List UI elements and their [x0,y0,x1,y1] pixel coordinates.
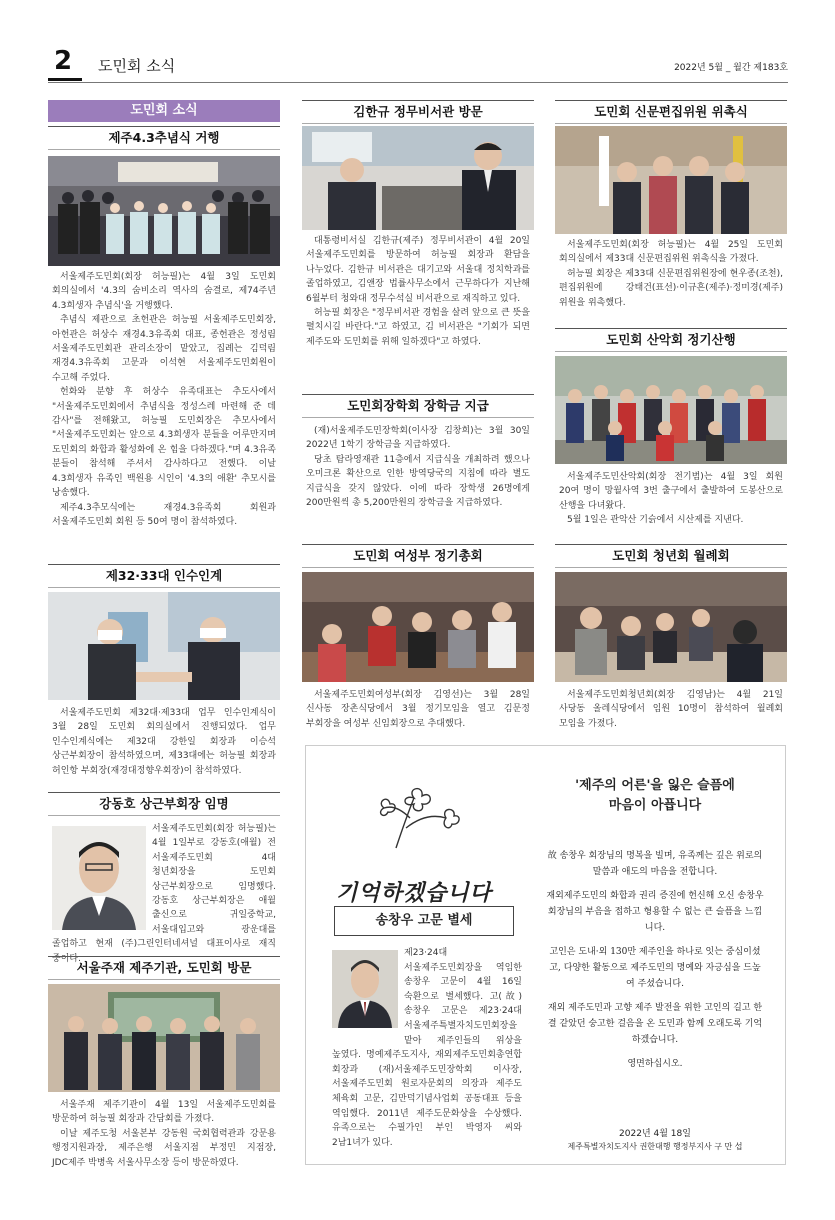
page-number: 2 [54,46,73,76]
secretary-visit-photo [302,126,534,230]
header-rule [48,82,788,83]
headline-line: 마음이 아픕니다 [608,798,702,813]
profile-photo [52,826,146,930]
womens-meeting-photo [302,572,534,682]
article-body [302,684,534,731]
calligraphy-text: 기억하겠습니다 [336,880,492,906]
article-body [302,420,534,510]
youth-meeting-photo [555,572,787,682]
article-body [48,818,280,966]
headline-line: '제주의 어른'을 잃은 슬픔에 [575,778,735,793]
paragraph: 서울제주도민회 제32대·제33대 업무 인수인계식이 3월 28일 도민회 회의실에서 진행되었다. 업무 인수인계식에는 제32대 강한일 회장과 이승석 상근부회장이 참석하였으며, 제33대에는 허능필 회장과 허인항 부회장(재경대정향우회장)이 참석하였다. [52,708,276,776]
article-heading: 도민회 청년회 월례회 [555,544,787,568]
paragraph: 5월 1일은 관악산 기슭에서 시산제를 지낸다. [567,515,744,526]
paragraph: 서울주재 제주기관이 4월 13일 서울제주도민회를 방문하여 허능필 회장과 간담회를 가졌다. [52,1100,276,1125]
obituary-body [332,946,522,1150]
memorial-ceremony-photo [48,156,280,266]
article-heading: 서울주재 제주기관, 도민회 방문 [48,956,280,980]
obituary-text: 제23·24대 서울제주도민회장을 역임한 송창우 고문이 4월 16일 숙환으로 별세했다. 고(故) 송창우 고문은 제23·24대 서울제주특별자치도민회장을 맡아 제주인들의 위상을 높였다. 명예제주도지사, 재외제주도민회총연합 회장과 (재)서울제주도민장학회 이사장, 서울제주도민회 원로자문회의 의장과 제주도 체육회 고문, 김만덕기념사업회 공동대표 등을 역임했다. 2011년 제주도문화상을 수상했다. 유족으로는 수필가인 부인 박영자 씨와 2남1녀가 있다. [332,948,522,1148]
section-title: 도민회 소식 [98,57,176,75]
article-body [302,230,534,349]
memorial-notice [305,745,786,1165]
paragraph: 허능필 회장은 "정무비서관 경험을 살려 앞으로 큰 뜻을 펼치시길 바란다."고 하였고, 김 비서관은 "기회가 되면 제주도와 도민회를 위해 일하겠다"고 하였다. [306,308,530,347]
article-body [48,1094,280,1170]
article-heading: 도민회 여성부 정기총회 [302,544,534,568]
article-body [48,266,280,529]
paragraph: 서울제주도민회청년회(회장 김영남)는 4월 21일 사당동 올레식당에서 임원 10명이 참석하여 월례회 모임을 가졌다. [559,690,783,729]
condolence-date: 2022년 4월 18일 [619,1129,691,1139]
paragraph: 서울제주도민회(회장 허능필)는 4월 1일부로 강동호(애월) 전 서울제주도민회 4대 청년회장을 도민회 상근부회장으로 임명했다. 강동호 상근부회장은 애월 출신으로 귀일중학교, 서울대입고와 광운대를 졸업하고 현재 (주)그린인터네셔널 대표이사로 재직 중이다. [52,824,276,964]
editorial-committee-photo [555,126,787,234]
message-paragraph: 고인은 도내·외 130만 제주인을 하나로 잇는 중심이셨고, 다양한 활동으로 제주도민의 명예와 자긍심을 드높여 주셨습니다. [549,947,761,989]
message-paragraph: 영면하십시오. [627,1059,683,1069]
paragraph: 제주4.3추모식에는 재경4.3유족회 회원과 서울제주도민회 회원 등 50여 명이 참석하였다. [52,502,276,527]
visit-photo [48,984,280,1092]
paragraph: (재)서울제주도민장학회(이사장 김창희)는 3월 30일 2022년 1학기 장학금을 지급하였다. [306,426,530,451]
issue-info: 2022년 5월 _ 월간 제183호 [674,63,788,73]
column-middle [302,100,534,729]
article-heading: 강동호 상근부회장 임명 [48,792,280,816]
article-heading: 도민회장학회 장학금 지급 [302,394,534,418]
paragraph: 이날 제주도청 서울본부 강동원 국회협력관과 강문용 행정지원과장, 제주은행 서울지점 부정민 지점장, JDC제주 박병욱 서울사무소장 등이 방문하였다. [52,1128,276,1168]
article-heading: 김한규 정무비서관 방문 [302,100,534,124]
article-body [555,234,787,310]
column-left [48,100,280,1168]
article-heading: 도민회 산악회 정기산행 [555,328,787,352]
paragraph: 헌화와 분향 후 허상수 유족대표는 추도사에서 "서울제주도민회에서 추념식을 정성스레 마련해 준 데 감사"를 전해왔고, 허능필 도민회장은 추모사에서 "서울제주도민회는 앞으로 4.3희생자 분들을 어루만지며 도민회의 화합과 활성화에 온 힘을 다하겠다."며 4.3유족 분들이 참석해 주셔서 감사하다고 전했다. 이날 4.3희생자 유족인 백원용 시인이 '4.3의 애환' 추모시를 낭송했다. [52,387,276,499]
condolence-signature: 제주특별자치도지사 권한대행 행정부지사 구 만 섭 [567,1142,743,1151]
section-banner: 도민회 소식 [48,100,280,122]
paragraph: 서울제주도민회(회장 허능필)는 4월 25일 도민회 회의실에서 제33대 신문편집위원 위촉식을 가졌다. [559,240,783,265]
article-body [48,702,280,778]
hiking-photo [555,356,787,464]
article-heading: 제주4.3추념식 거행 [48,126,280,150]
flower-illustration [336,778,496,868]
masthead [48,42,788,82]
message-paragraph: 재외 제주도민과 고향 제주 발전을 위한 고인의 길고 한결 같았던 숭고한 걸음을 온 도민과 함께 오래도록 기억하겠습니다. [547,1003,763,1045]
obituary-title: 송창우 고문 별세 [334,906,514,936]
paragraph: 당초 탐라영재관 11층에서 지급식을 개최하려 했으나 오미크론 확산으로 인한 방역당국의 지침에 따라 별도 지급식을 갖지 않았다. 이에 따라 장학생 26명에게 200만원씩 총 5,200만원의 장학금을 지급하였다. [306,454,530,509]
article-heading: 제32·33대 인수인계 [48,564,280,588]
article-body [555,684,787,731]
handover-photo [48,592,280,700]
paragraph: 서울제주도민산악회(회장 전기범)는 4월 3일 회원 20여 명이 망월사역 3번 출구에서 출발하여 도봉산으로 산행을 다녀왔다. [559,472,783,511]
paragraph: 서울제주도민회여성부(회장 김영선)는 3월 28일 신사동 장촌식당에서 3월 정기모임을 열고 김문정 부회장을 여성부 신임회장으로 추대했다. [306,690,530,729]
page-number-underline [48,78,82,81]
condolence-message [546,848,764,1080]
condolence-headline [550,776,760,816]
message-paragraph: 故 송창우 회장님의 명복을 빌며, 유족께는 깊은 위로의 말씀과 애도의 마음을 전합니다. [547,851,763,877]
calligraphy-block [336,778,496,906]
paragraph: 허능필 회장은 제33대 신문편집위원장에 현우종(조천), 편집위원에 강태건(표선)·이규흔(제주)·정미경(제주) 위원을 위촉했다. [559,268,783,308]
column-right [555,100,787,729]
article-heading: 도민회 신문편집위원 위촉식 [555,100,787,124]
message-paragraph: 재외제주도민의 화합과 권리 증진에 헌신해 오신 송창우 회장님의 부음을 접하고 형용할 수 없는 큰 슬픔을 느낍니다. [546,891,764,933]
paragraph: 추념식 제관으로 초헌관은 허능필 서울제주도민회장, 아헌관은 허상수 재경4.3유족회 대표, 종헌관은 정성림 서울제주도민회관 관리소장이 맡았고, 집례는 김덕림 재경4.3유족회 고문과 이석현 서울제주도민회원이 수고해 주었다. [52,315,276,383]
article-body [555,466,787,528]
paragraph: 서울제주도민회(회장 허능필)는 4월 3일 도민회 회의실에서 '4.3의 숨비소리 역사의 숨결로, 제74주년 4.3희생자 추념식'을 거행했다. [52,272,276,311]
paragraph: 대통령비서실 김한규(제주) 정무비서관이 4월 20일 서울제주도민회를 방문하여 허능필 회장과 환담을 나누었다. 김한규 비서관은 대기고와 서울대 정치학과를 졸업하였고, 김앤장 법률사무소에서 근무하다가 지난해 6월부터 청와대 정무수석실 비서관으로 재직하고 있다. [306,236,530,304]
